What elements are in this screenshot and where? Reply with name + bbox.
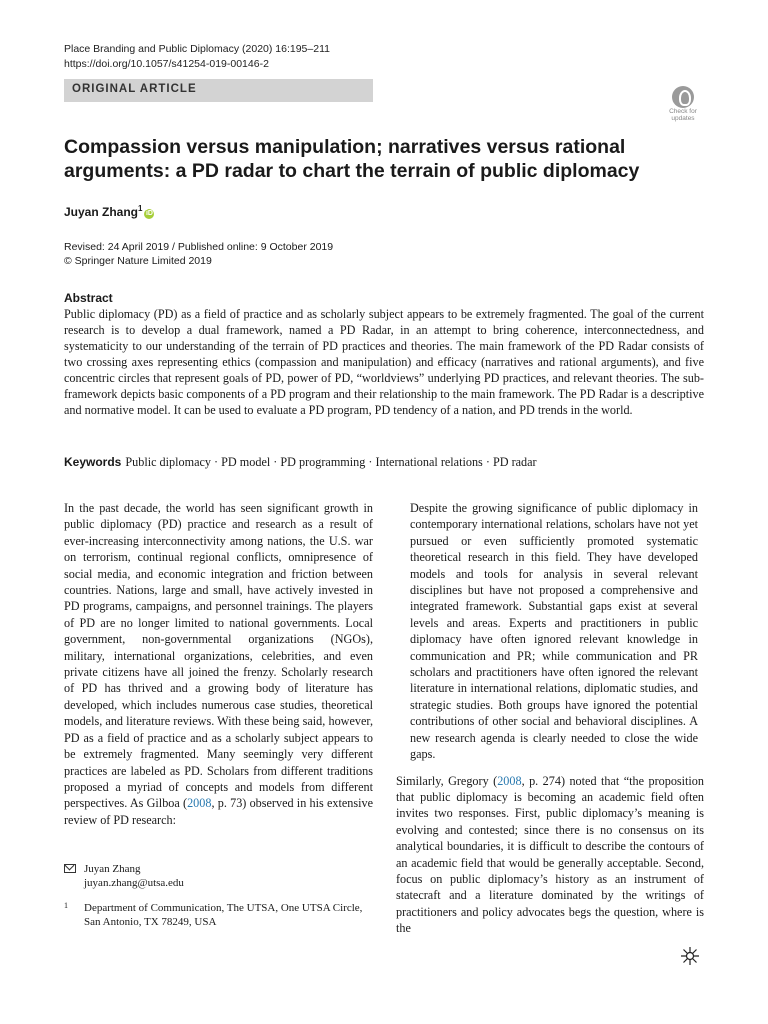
body-text: In the past decade, the world has seen significant growth in public diplomacy (PD) practice and research as a result of ever-increasing interconnectivity among nations, the U.S. war on terrorism, continual regional conflicts, omnipresence of social media, and economic integration and friction between countries. Nations, large and small, have actively invested in PD programs, campaigns, and personnel trainings. The players of PD are no longer limited to national governments. Local government, non-governmental organizations (NGOs), military, international organizations, celebrities, and even private citizens have all joined the frenzy. Scholarly research of PD has thrived and a growing body of literature has developed, which includes numerous case studies, theoretical models, and literature reviews. With these being said, however, PD as a field of practice and as a scholarly subject appears to be extremely fragmented. Many seemingly very different practices are labeled as PD. Scholars from different traditions proposed a myriad of concepts and models from different perspectives. As Gilboa (: [64, 501, 373, 811]
contact-email[interactable]: juyan.zhang@utsa.edu: [84, 877, 184, 889]
check-updates-line1: Check for: [669, 108, 697, 115]
contact-name: Juyan Zhang: [84, 863, 141, 875]
springer-logo-icon: [680, 946, 700, 966]
check-updates-icon: [672, 86, 694, 108]
body-paragraph: [64, 500, 373, 828]
block-quote: Despite the growing significance of public diplomacy in contemporary international relations, scholars have not yet pursued or even sufficiently promoted systematic theoretical research in this field. They have developed models and tools for analysis in several relevant disciplines but have not proposed a comprehensive and integrated framework. Substantial gaps exist at several levels and areas. Experts and practitioners in public diplomacy have often ignored relevant knowledge in communication and PR; while communication and PR scholars and practitioners have often ignored the relevant literature in international relations, diplomatic studies, and strategic studies. Both groups have ignored the potential contributions of other social and behavioral disciplines. A new research agenda is clearly needed to close the wide gaps.: [410, 501, 698, 762]
revised-published-dates: Revised: 24 April 2019 / Published online: 9 October 2019: [64, 241, 334, 253]
author-line: [64, 204, 154, 219]
keywords-label: Keywords: [64, 455, 122, 469]
body-text: , p. 73) observed in his extensive review of PD research:: [64, 796, 373, 827]
author-name[interactable]: Juyan Zhang: [64, 205, 139, 219]
citation-link[interactable]: 2008: [497, 773, 522, 788]
keywords-line: [64, 454, 704, 470]
body-text: , p. 274) noted that “the proposition that public diplomacy is becoming an academic field often invites two responses. First, public diplomacy’s meaning is evolving and contested; since there is no consensus on its analytical boundaries, it is difficult to describe the contours of an academic field that would be generally acceptable. Second, focus on public diplomacy’s history as an instrument of statecraft and a literature dominated by the writings of practitioners and policy advocates begs the question, where is the: [396, 773, 704, 936]
article-type-banner: [64, 79, 373, 102]
affiliation-footnote: [64, 901, 364, 929]
journal-citation: [64, 42, 330, 72]
body-text: Similarly, Gregory (: [396, 773, 498, 788]
body-column-left: [64, 500, 373, 828]
copyright-line: © Springer Nature Limited 2019: [64, 255, 212, 267]
check-updates-line2: updates: [671, 115, 695, 122]
body-column-right: [396, 500, 704, 937]
publication-dates: [64, 240, 333, 268]
corresponding-author: [64, 862, 184, 890]
orcid-icon[interactable]: iD: [145, 210, 153, 217]
check-for-updates-badge[interactable]: [664, 86, 702, 124]
journal-name: Place Branding and Public Diplomacy (2020) 16:195–211: [64, 43, 330, 55]
author-affil-sup: 1: [138, 204, 143, 213]
abstract-text: Public diplomacy (PD) as a field of practice and as scholarly subject appears to be extremely fragmented. The goal of the current research is to develop a dual framework, named a PD Radar, in an attempt to bring coherence, interconnectedness, and systematicity to our understanding of the terrain of PD practices and theories. The main framework of the PD Radar consists of two crossing axes representing ethics (compassion and manipulation) and efficacy (narratives and rational arguments), and five concentric circles that represent goals of PD, power of PD, “worldviews” underlying PD practices, and relevant theories. The sub-framework depicts basic components of a PD program and their relationship to the main framework. The PD Radar is a descriptive and normative model. It can be used to evaluate a PD program, PD tendency of a nation, and PD trends in the world.: [64, 307, 704, 417]
article-type-label: ORIGINAL ARTICLE: [72, 83, 197, 95]
body-paragraph: [396, 773, 704, 937]
article-title: Compassion versus manipulation; narratives versus rational arguments: a PD radar to chart the terrain of public diplomacy: [64, 136, 640, 182]
abstract-heading: Abstract: [64, 291, 113, 305]
envelope-icon: [64, 864, 76, 873]
keywords-text: Public diplomacy · PD model · PD programming · International relations · PD radar: [125, 455, 537, 469]
citation-link[interactable]: 2008: [187, 796, 212, 811]
doi-link[interactable]: https://doi.org/10.1057/s41254-019-00146-2: [64, 58, 269, 70]
affiliation-text: Department of Communication, The UTSA, One UTSA Circle, San Antonio, TX 78249, USA: [84, 902, 363, 928]
affiliation-number: 1: [64, 901, 68, 910]
